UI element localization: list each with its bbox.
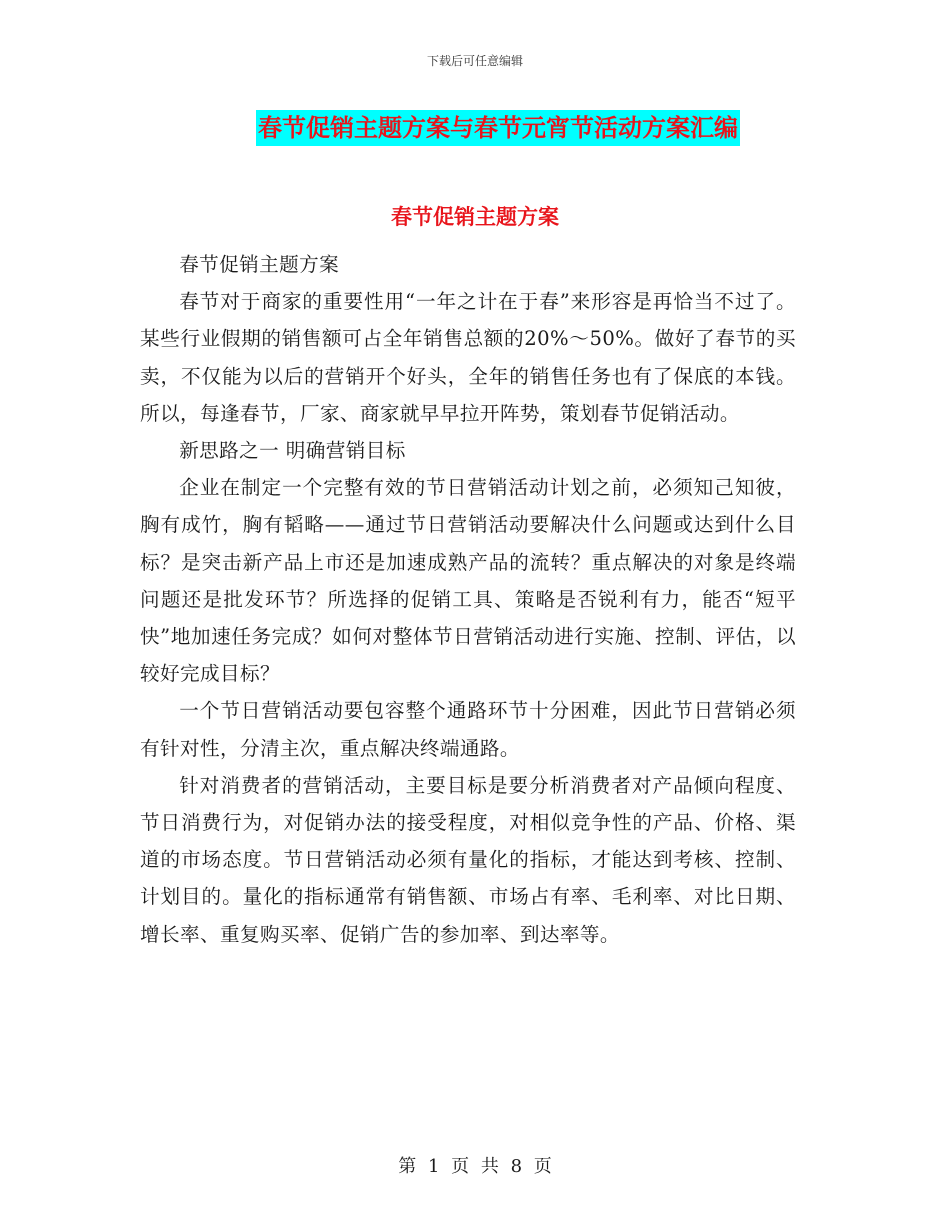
document-title-container — [0, 110, 950, 146]
paragraph: 一个节日营销活动要包容整个通路环节十分困难，因此节日营销必须有针对性，分清主次，重点解决终端通路。 — [140, 699, 796, 760]
paragraph-heading: 新思路之一 明确营销目标 — [179, 439, 406, 463]
page-number-footer: 第 1 页 共 8 页 — [398, 1156, 552, 1177]
paragraph: 企业在制定一个完整有效的节日营销活动计划之前，必须知己知彼，胸有成竹，胸有韬略——通过节日营销活动要解决什么问题或达到什么目标？是突击新产品上市还是加速成熟产品的流转？重点解决的对象是终端问题还是批发环节？所选择的促销工具、策略是否锐利有力，能否“短平快”地加速任务完成？如何对整体节日营销活动进行实施、控制、评估，以较好完成目标？ — [140, 476, 796, 686]
page-header-note: 下载后可任意编辑 — [426, 54, 523, 68]
document-title: 春节促销主题方案与春节元宵节活动方案汇编 — [256, 110, 740, 146]
paragraph-subtitle: 春节促销主题方案 — [179, 253, 340, 276]
section-title: 春节促销主题方案 — [391, 204, 559, 229]
paragraph: 针对消费者的营销活动，主要目标是要分析消费者对产品倾向程度、节日消费行为，对促销办法的接受程度，对相似竞争性的产品、价格、渠道的市场态度。节日营销活动必须有量化的指标，才能达到考核、控制、计划目的。量化的指标通常有销售额、市场占有率、毛利率、对比日期、增长率、重复购买率、促销广告的参加率、到达率等。 — [140, 773, 796, 946]
document-body — [140, 246, 796, 953]
paragraph: 春节对于商家的重要性用“一年之计在于春”来形容是再恰当不过了。某些行业假期的销售额可占全年销售总额的20%～50%。做好了春节的买卖，不仅能为以后的营销开个好头，全年的销售任务也有了保底的本钱。所以，每逢春节，厂家、商家就早早拉开阵势，策划春节促销活动。 — [140, 290, 796, 425]
